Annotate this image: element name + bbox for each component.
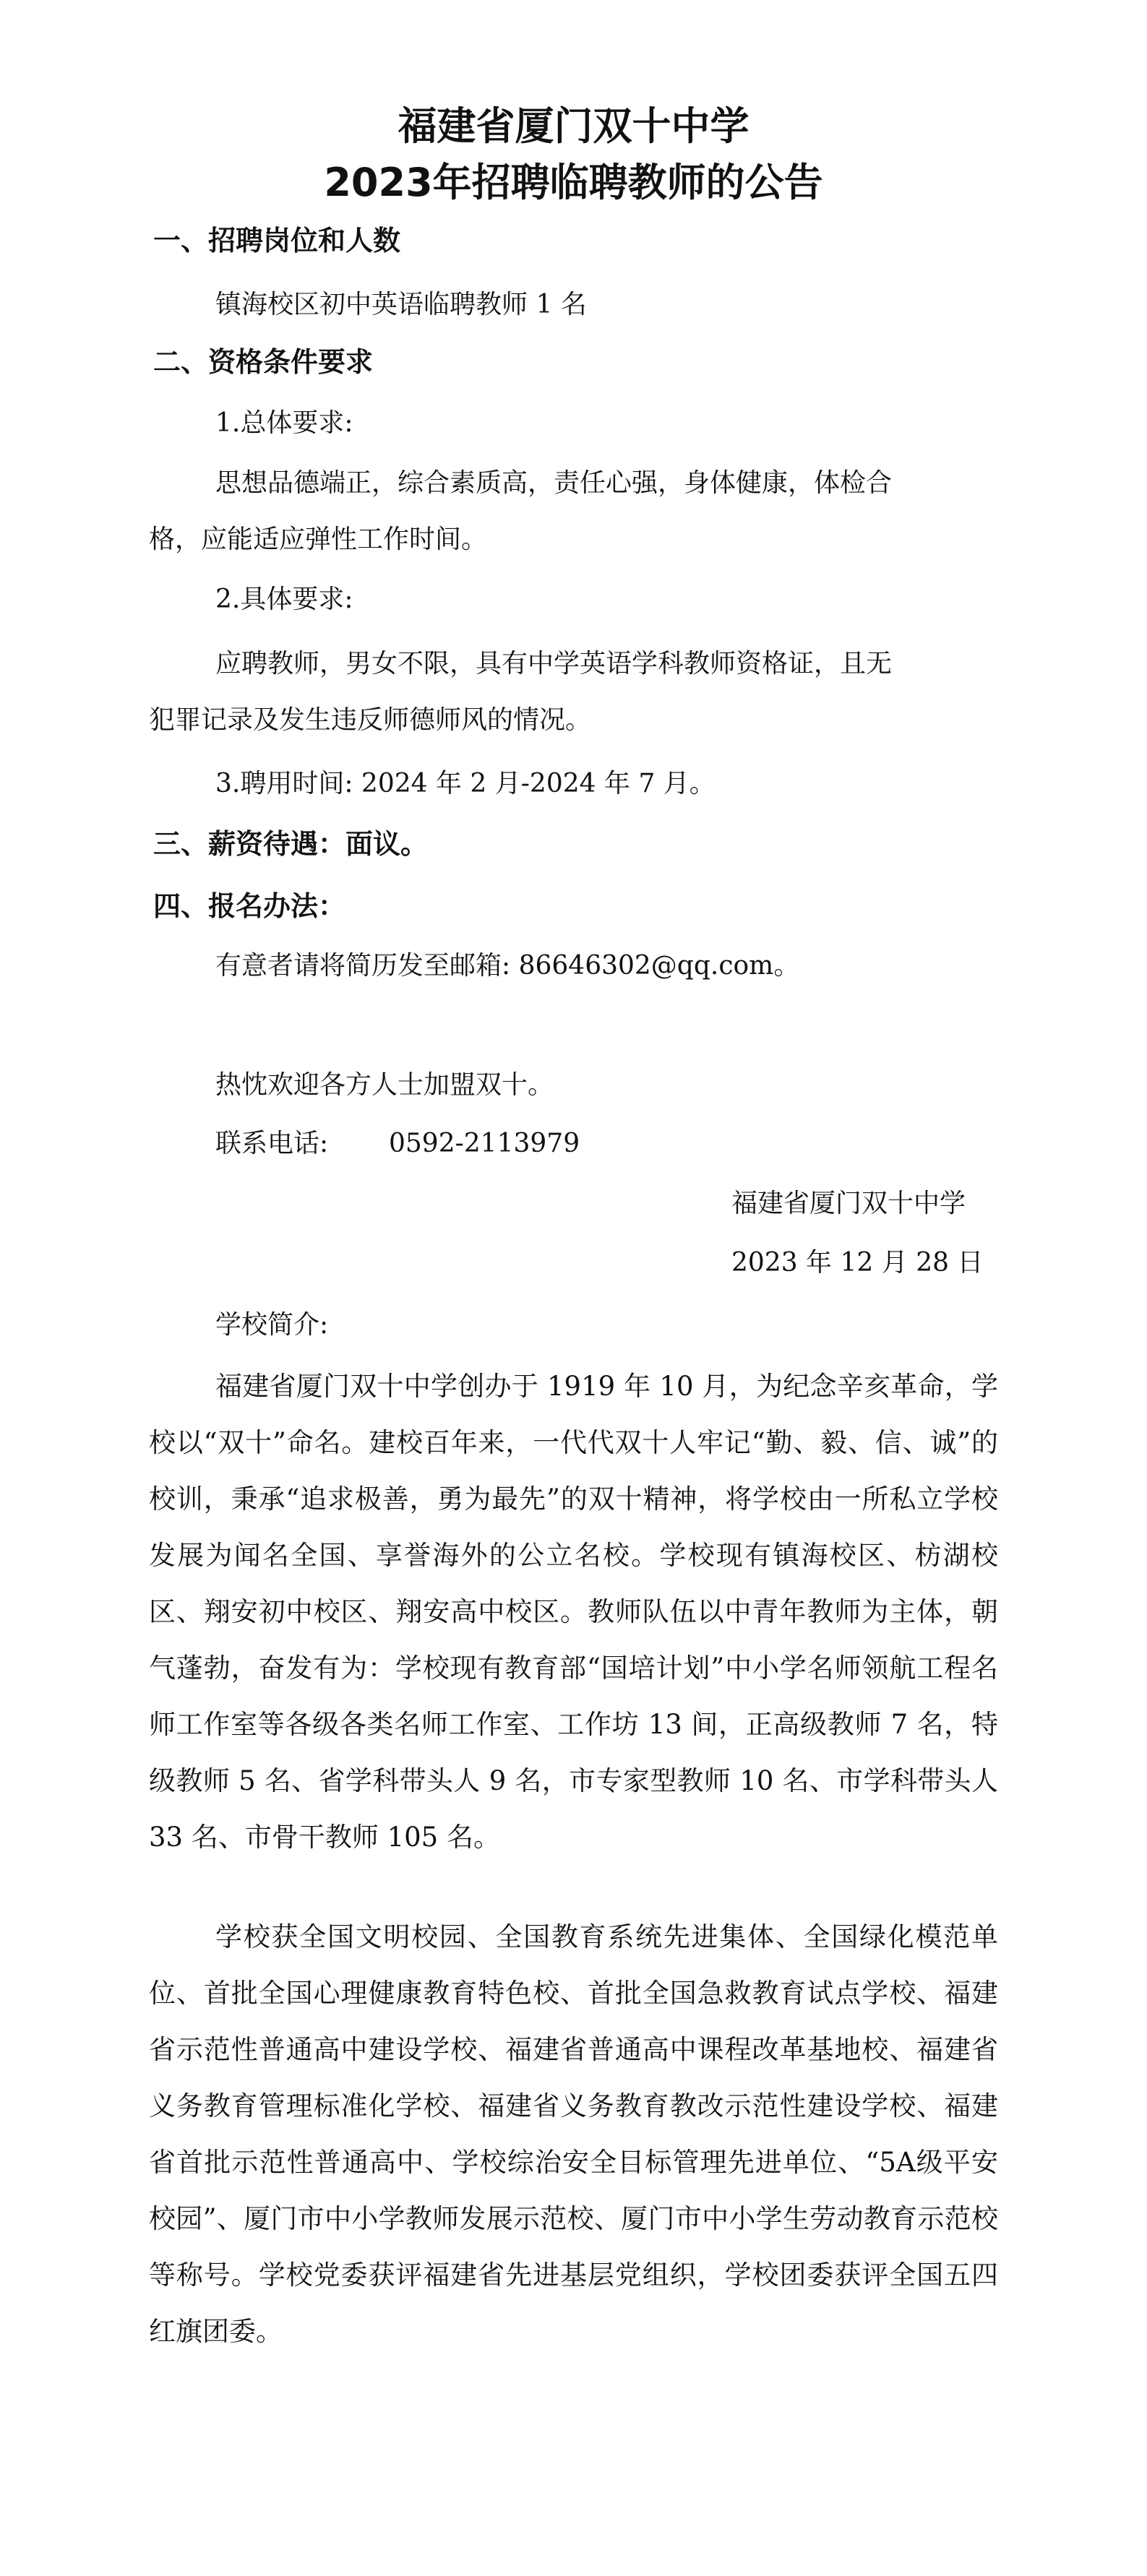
intro-paragraph-1: 福建省厦门双十中学创办于 1919 年 10 月，为纪念辛亥革命，学校以“双十”命名。建校百年来，一代代双十人牢记“勤、毅、信、诚”的校训，秉承“追求极善，勇为最先”的双十精神，将学校由一所私立学校发展为闻名全国、享誉海外的公立名校。学校现有镇海校区、枋湖校区、翔安初中校区、翔安高中校区。教师队伍以中青年教师为主体，朝气蓬勃，奋发有为：学校现有教育部“国培计划”中小学名师领航工程名师工作室等各级各类名师工作室、工作坊 13 间，正高级教师 7 名，特级教师 5 名、省学科带头人 9 名，市专家型教师 10 名、市学科带头人 33 名、市骨干教师 105 名。 — [149, 1371, 998, 1853]
section-1-text: 镇海校区初中英语临聘教师 1 名 — [215, 290, 587, 319]
section-2-sub-2: 2.具体要求: — [215, 585, 353, 614]
signature-org: 福建省厦门双十中学 — [731, 1189, 966, 1218]
intro-heading: 学校简介: — [215, 1310, 329, 1340]
section-3-heading: 三、薪资待遇：面议。 — [153, 828, 429, 860]
contact-label: 联系电话: — [215, 1129, 329, 1158]
welcome-text: 热忱欢迎各方人士加盟双十。 — [215, 1070, 554, 1100]
section-2-sub-1-text-a: 思想品德端正，综合素质高，责任心强，身体健康，体检合 — [215, 468, 893, 498]
section-1-heading: 一、招聘岗位和人数 — [153, 225, 401, 257]
section-2-sub-2-text-a: 应聘教师，男女不限，具有中学英语学科教师资格证，且无 — [215, 649, 893, 679]
section-2-heading: 二、资格条件要求 — [153, 346, 374, 378]
section-4-text: 有意者请将简历发至邮箱: 86646302@qq.com。 — [215, 951, 800, 981]
title-line-2: 2023年招聘临聘教师的公告 — [324, 160, 823, 205]
intro-paragraph-2: 学校获全国文明校园、全国教育系统先进集体、全国绿化模范单位、首批全国心理健康教育特色校、首批全国急救教育试点学校、福建省示范性普通高中建设学校、福建省普通高中课程改革基地校、福建省义务教育管理标准化学校、福建省义务教育教改示范性建设学校、福建省首批示范性普通高中、学校综治安全目标管理先进单位、“5A级平安校园”、厦门市中小学教师发展示范校、厦门市中小学生劳动教育示范校等称号。学校党委获评福建省先进基层党组织，学校团委获评全国五四红旗团委。 — [149, 1921, 998, 2347]
section-2-sub-1: 1.总体要求: — [215, 408, 353, 438]
section-2-sub-2-text-b: 犯罪记录及发生违反师德师风的情况。 — [149, 705, 592, 735]
title-line-1: 福建省厦门双十中学 — [398, 103, 749, 149]
section-2-sub-3: 3.聘用时间: 2024 年 2 月-2024 年 7 月。 — [215, 769, 716, 798]
contact-phone: 0592-2113979 — [389, 1129, 580, 1158]
section-4-heading: 四、报名办法： — [153, 890, 346, 922]
section-2-sub-1-text-b: 格，应能适应弹性工作时间。 — [149, 525, 488, 554]
signature-date: 2023 年 12 月 28 日 — [731, 1248, 984, 1278]
